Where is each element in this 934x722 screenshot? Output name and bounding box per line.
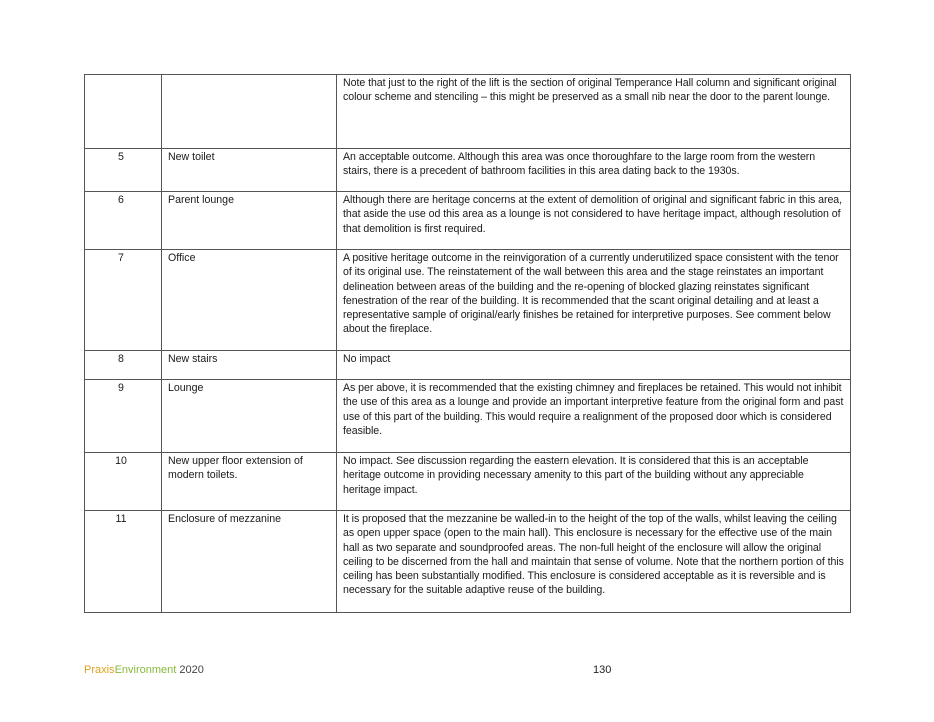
comment-cell: It is proposed that the mezzanine be walled-in to the height of the top of the walls, whilst leaving the ceiling as open upper space (open to the main hall). This enclosure is necessary for the effective use of the main hall as two separate and soundproofed areas. The non-full height of the enclosure will allow the original ceiling to be discerned from the hall and maintain that sense of volume. Note that the northern portion of this ceiling has been substantially modified. This enclosure is considered acceptable as it is reversible and is necessary for the suitable adaptive reuse of the building. bbox=[337, 511, 851, 613]
table-row bbox=[85, 453, 851, 511]
comment-cell: No impact. See discussion regarding the eastern elevation. It is considered that this is an acceptable heritage outcome in providing necessary amenity to this part of the building without any appreciable heritage impact. bbox=[337, 453, 851, 511]
area-cell bbox=[162, 75, 337, 149]
row-number-cell: 11 bbox=[85, 511, 162, 613]
comment-cell: Note that just to the right of the lift is the section of original Temperance Hall column and significant original colour scheme and stenciling – this might be preserved as a small nib near the door to the parent lounge. bbox=[337, 75, 851, 149]
table-body bbox=[85, 75, 851, 613]
area-cell: Parent lounge bbox=[162, 192, 337, 250]
row-number-cell: 5 bbox=[85, 149, 162, 192]
table-row bbox=[85, 511, 851, 613]
row-number-cell: 7 bbox=[85, 250, 162, 351]
row-number-cell: 10 bbox=[85, 453, 162, 511]
row-number-cell bbox=[85, 75, 162, 149]
row-number-cell: 8 bbox=[85, 351, 162, 380]
table-row bbox=[85, 75, 851, 149]
comment-cell: No impact bbox=[337, 351, 851, 380]
table-row bbox=[85, 192, 851, 250]
comment-cell: A positive heritage outcome in the reinvigoration of a currently underutilized space consistent with the tenor of its original use. The reinstatement of the wall between this area and the stage reinstates an important delineation between areas of the building and the re-opening of blocked glazing reinstates significant fenestration of the rear of the building. It is recommended that the scant original detailing and at least a representative sample of original/early finishes be retained for interpretive purposes. See comment below about the fireplace. bbox=[337, 250, 851, 351]
row-number-cell: 6 bbox=[85, 192, 162, 250]
page-number: 130 bbox=[593, 664, 612, 676]
footer-brand-environment: Environment bbox=[114, 664, 177, 676]
comment-cell: Although there are heritage concerns at the extent of demolition of original and significant fabric in this area, that aside the use od this area as a lounge is not considered to have heritage impact, although resolution of that demolition is first required. bbox=[337, 192, 851, 250]
area-cell: New stairs bbox=[162, 351, 337, 380]
area-cell: Lounge bbox=[162, 380, 337, 453]
comment-cell: An acceptable outcome. Although this area was once thoroughfare to the large room from the western stairs, there is a precedent of bathroom facilities in this area dating back to the 1930s. bbox=[337, 149, 851, 192]
area-cell: New toilet bbox=[162, 149, 337, 192]
table-row bbox=[85, 149, 851, 192]
area-cell: Enclosure of mezzanine bbox=[162, 511, 337, 613]
table-row bbox=[85, 351, 851, 380]
table-row bbox=[85, 250, 851, 351]
area-cell: New upper floor extension of modern toilets. bbox=[162, 453, 337, 511]
row-number-cell: 9 bbox=[85, 380, 162, 453]
area-cell: Office bbox=[162, 250, 337, 351]
heritage-impact-table bbox=[84, 74, 851, 613]
footer-brand-praxis: Praxis bbox=[84, 664, 115, 676]
comment-cell: As per above, it is recommended that the existing chimney and fireplaces be retained. This would not inhibit the use of this area as a lounge and provide an important interpretive feature from the original form and past use of this part of the building. This would require a realignment of the proposed door which is considered feasible. bbox=[337, 380, 851, 453]
table-row bbox=[85, 380, 851, 453]
footer-brand bbox=[84, 664, 204, 676]
footer-year: 2020 bbox=[179, 664, 204, 676]
